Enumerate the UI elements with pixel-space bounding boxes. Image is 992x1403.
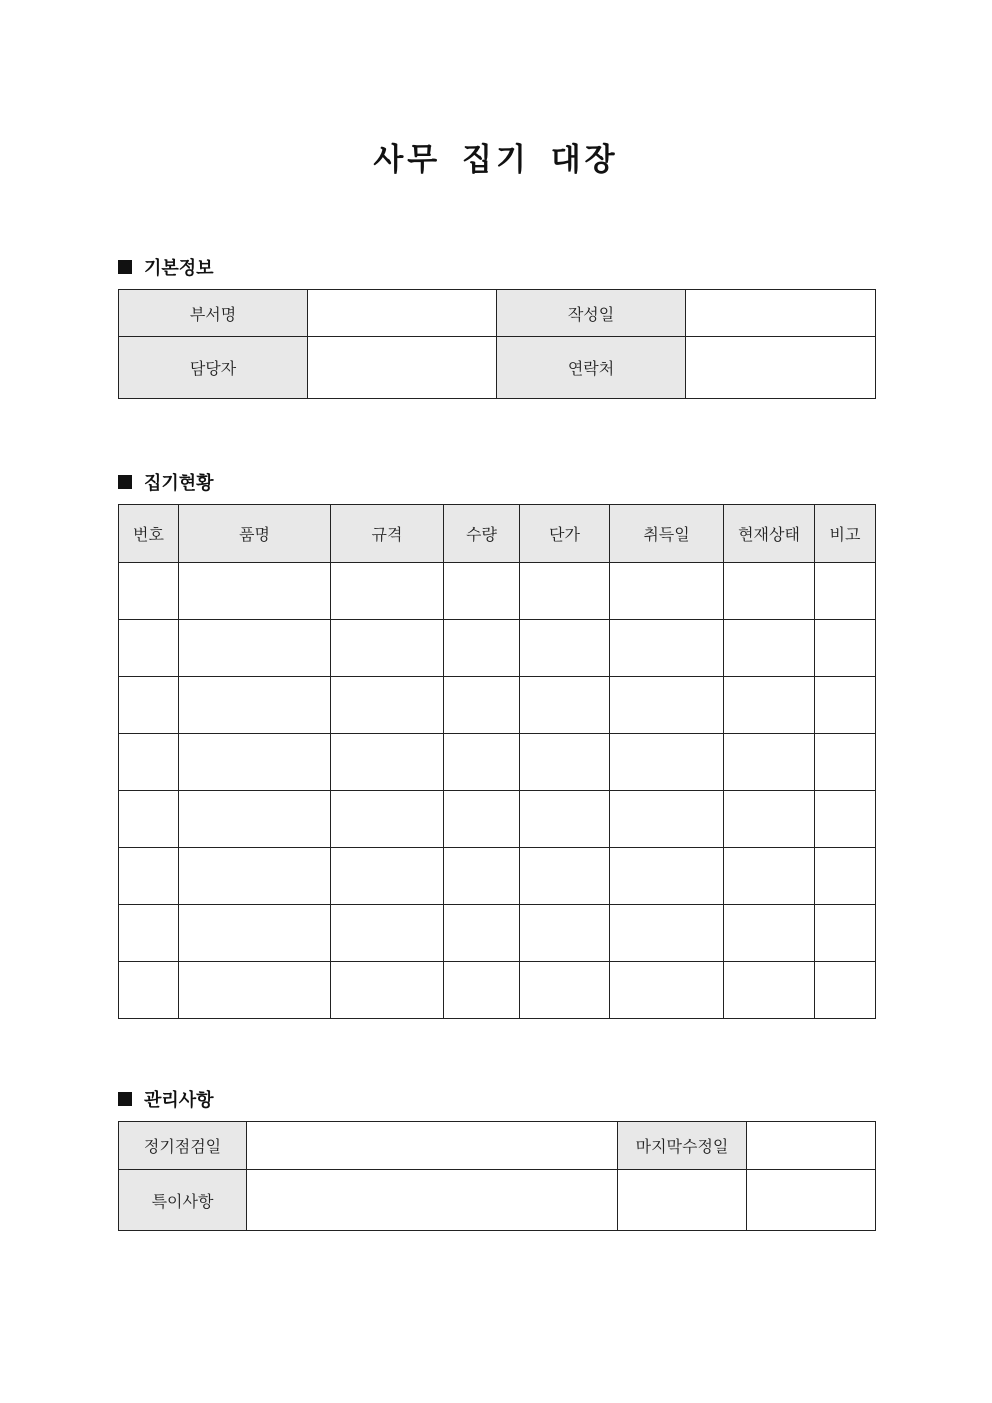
table-cell[interactable] (331, 563, 444, 620)
table-cell[interactable] (520, 620, 610, 677)
table-cell[interactable] (331, 848, 444, 905)
table-cell[interactable] (119, 791, 179, 848)
column-header-number: 번호 (119, 505, 179, 563)
table-cell[interactable] (520, 905, 610, 962)
table-cell[interactable] (444, 677, 520, 734)
table-cell[interactable] (610, 620, 724, 677)
table-row (119, 791, 876, 848)
table-cell[interactable] (815, 848, 876, 905)
table-cell[interactable] (724, 620, 815, 677)
table-cell[interactable] (520, 848, 610, 905)
column-header-acquired-date: 취득일 (610, 505, 724, 563)
table-cell[interactable] (331, 677, 444, 734)
basic-info-heading (118, 254, 214, 280)
table-cell[interactable] (815, 677, 876, 734)
table-cell[interactable] (520, 677, 610, 734)
table-cell[interactable] (815, 905, 876, 962)
inspection-date-field[interactable] (247, 1122, 618, 1170)
table-cell[interactable] (179, 791, 331, 848)
notes-label: 특이사항 (119, 1170, 247, 1231)
table-cell[interactable] (815, 620, 876, 677)
page-title: 사무 집기 대장 (373, 142, 619, 178)
date-label: 작성일 (497, 290, 686, 337)
table-cell[interactable] (179, 734, 331, 791)
table-cell[interactable] (610, 962, 724, 1019)
table-cell[interactable] (520, 962, 610, 1019)
table-cell[interactable] (610, 563, 724, 620)
management-heading-text: 관리사항 (144, 1090, 214, 1111)
table-cell[interactable] (444, 905, 520, 962)
table-cell[interactable] (179, 962, 331, 1019)
table-cell[interactable] (444, 620, 520, 677)
table-row (119, 734, 876, 791)
inventory-heading (118, 469, 214, 495)
table-cell[interactable] (119, 620, 179, 677)
table-row (119, 905, 876, 962)
inventory-heading-text: 집기현황 (144, 473, 214, 494)
table-cell[interactable] (119, 848, 179, 905)
table-cell[interactable] (119, 563, 179, 620)
table-cell[interactable] (331, 734, 444, 791)
table-cell[interactable] (815, 791, 876, 848)
table-cell[interactable] (815, 563, 876, 620)
date-field[interactable] (686, 290, 876, 337)
table-cell[interactable] (444, 563, 520, 620)
column-header-quantity: 수량 (444, 505, 520, 563)
table-cell[interactable] (331, 905, 444, 962)
table-cell[interactable] (444, 791, 520, 848)
empty-cell[interactable] (618, 1170, 747, 1231)
table-cell[interactable] (815, 734, 876, 791)
column-header-unit-price: 단가 (520, 505, 610, 563)
contact-label: 연락처 (497, 337, 686, 399)
table-cell[interactable] (179, 563, 331, 620)
column-header-status: 현재상태 (724, 505, 815, 563)
table-cell[interactable] (724, 734, 815, 791)
table-cell[interactable] (119, 677, 179, 734)
square-bullet-icon (118, 1092, 132, 1106)
table-cell[interactable] (444, 734, 520, 791)
column-header-spec: 규격 (331, 505, 444, 563)
table-cell[interactable] (331, 962, 444, 1019)
table-cell[interactable] (520, 791, 610, 848)
table-cell[interactable] (444, 962, 520, 1019)
table-cell[interactable] (610, 791, 724, 848)
table-cell[interactable] (119, 905, 179, 962)
table-cell[interactable] (520, 734, 610, 791)
table-cell[interactable] (520, 563, 610, 620)
manager-label: 담당자 (119, 337, 308, 399)
table-cell[interactable] (119, 734, 179, 791)
inventory-table (118, 504, 876, 1019)
empty-cell[interactable] (747, 1170, 876, 1231)
table-cell[interactable] (815, 962, 876, 1019)
contact-field[interactable] (686, 337, 876, 399)
square-bullet-icon (118, 260, 132, 274)
table-cell[interactable] (331, 791, 444, 848)
table-cell[interactable] (179, 620, 331, 677)
table-cell[interactable] (444, 848, 520, 905)
table-row (119, 620, 876, 677)
table-cell[interactable] (331, 620, 444, 677)
inspection-date-label: 정기점검일 (119, 1122, 247, 1170)
last-modified-label: 마지막수정일 (618, 1122, 747, 1170)
table-cell[interactable] (724, 905, 815, 962)
table-cell[interactable] (119, 962, 179, 1019)
table-cell[interactable] (610, 848, 724, 905)
manager-field[interactable] (308, 337, 497, 399)
table-cell[interactable] (610, 677, 724, 734)
table-cell[interactable] (610, 734, 724, 791)
table-cell[interactable] (724, 791, 815, 848)
square-bullet-icon (118, 475, 132, 489)
notes-field[interactable] (247, 1170, 618, 1231)
table-cell[interactable] (724, 563, 815, 620)
table-cell[interactable] (610, 905, 724, 962)
column-header-item-name: 품명 (179, 505, 331, 563)
table-row (119, 962, 876, 1019)
table-cell[interactable] (179, 905, 331, 962)
table-row (119, 677, 876, 734)
management-table (118, 1121, 876, 1231)
table-cell[interactable] (179, 848, 331, 905)
table-cell[interactable] (724, 962, 815, 1019)
table-cell[interactable] (724, 677, 815, 734)
basic-info-heading-text: 기본정보 (144, 258, 214, 279)
column-header-remarks: 비고 (815, 505, 876, 563)
department-label: 부서명 (119, 290, 308, 337)
table-row (119, 848, 876, 905)
table-row (119, 563, 876, 620)
table-cell[interactable] (179, 677, 331, 734)
basic-info-table (118, 289, 876, 399)
table-cell[interactable] (724, 848, 815, 905)
management-heading (118, 1086, 214, 1112)
department-field[interactable] (308, 290, 497, 337)
last-modified-field[interactable] (747, 1122, 876, 1170)
